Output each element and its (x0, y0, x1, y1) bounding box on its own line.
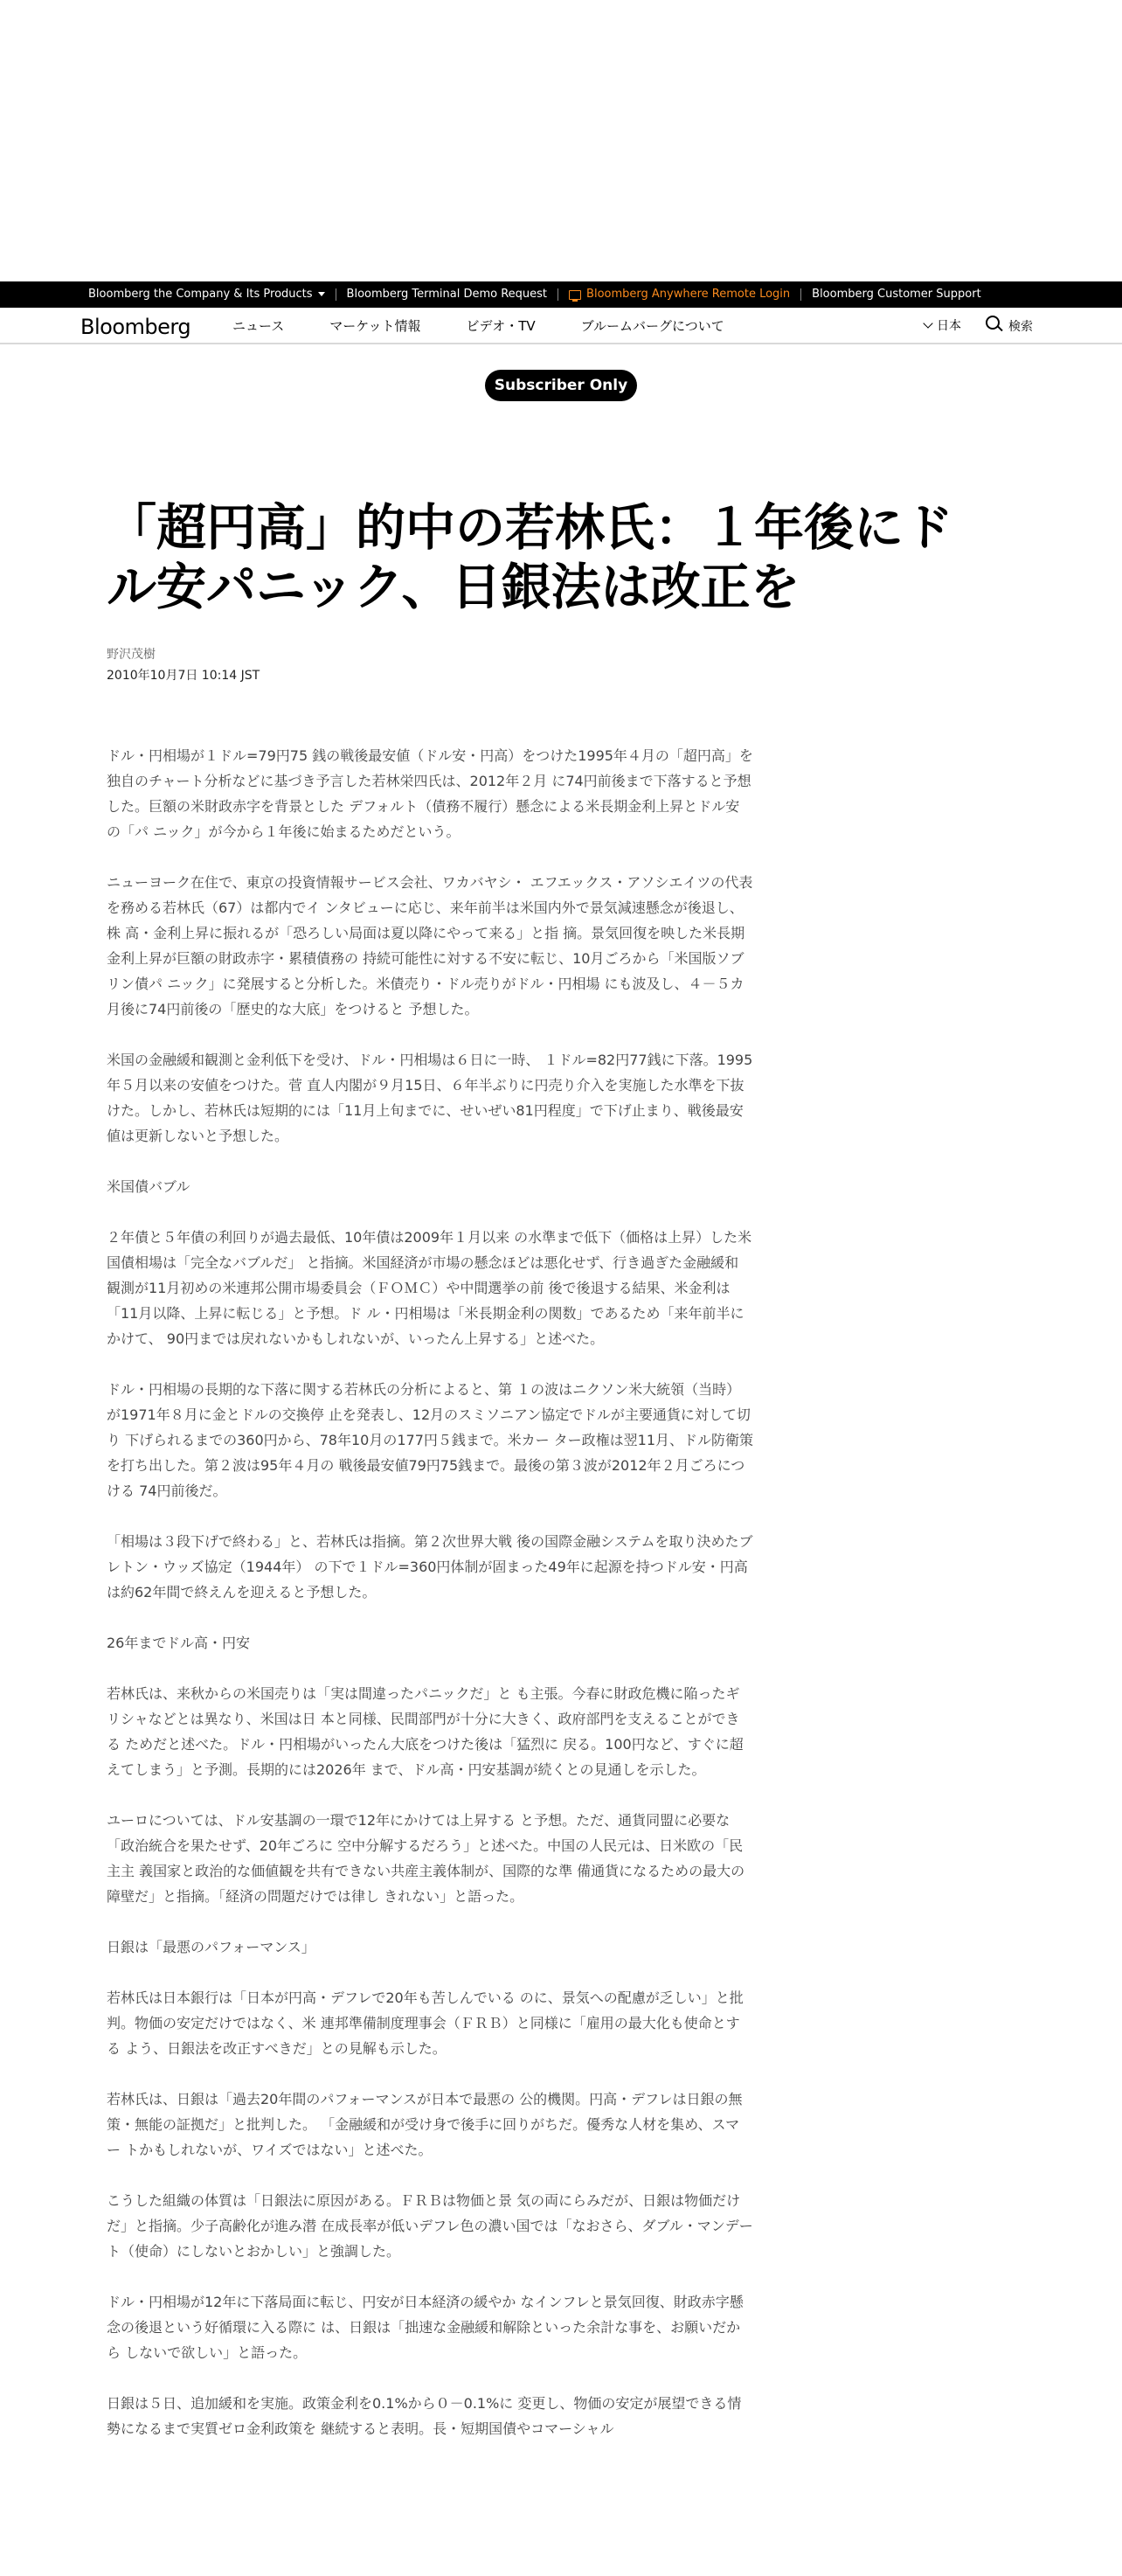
article-date: 2010年10月7日 10:14 JST (107, 669, 260, 683)
article-body (107, 743, 753, 2467)
nav-video-tv[interactable]: ビデオ・TV (466, 317, 536, 334)
search-icon (986, 316, 1000, 330)
article-paragraph: 日銀は５日、追加緩和を実施。政策金利を0.1%から０－0.1%に 変更し、物価の安定が展望できる情勢になるまで実質ゼロ金利政策を 継続すると表明。長・短期国債やコマーシャル (107, 2395, 742, 2437)
company-products-link[interactable]: Bloomberg the Company & Its Products (88, 281, 336, 308)
article-paragraph: ドル・円相場が１ドル=79円75 銭の戦後最安値（ドル安・円高）をつけた1995年４月の「超円高」を 独自のチャート分析などに基づき予言した若林栄四氏は、2012年２月 に74円前後まで下落すると予想した。巨額の米財政赤字を背景とした デフォルト（債務不履行）懸念による米長期金利上昇とドル安の「パ ニック」が今から１年後に始まるためだという。 (107, 747, 753, 840)
monitor-icon (569, 290, 581, 300)
top-utility-bar (0, 281, 1122, 308)
nav-right (925, 308, 1033, 343)
article-subheading: 米国債バブル (107, 1178, 190, 1195)
article-paragraph: こうした組織の体質は「日銀法に原因がある。ＦＲＢは物価と景 気の両にらみだが、日銀は物価だけだ」と指摘。少子高齢化が進み潜 在成長率が低いデフレ色の濃い国では「なおさら、ダブル・マンデー ト（使命）にしないとおかしい」と強調した。 (107, 2192, 753, 2260)
article-subheading: 日銀は「最悪のパフォーマンス」 (107, 1939, 315, 1955)
bloomberg-logo[interactable]: Bloomberg (80, 315, 191, 339)
caret-down-icon (318, 292, 325, 296)
nav-links (232, 308, 770, 343)
article-paragraph: 若林氏は、来秋からの米国売りは「実は間違ったパニックだ」と も主張。今春に財政危機に陥ったギリシャなどとは異なり、米国は日 本と同様、民間部門が十分に大きく、政府部門を支えることができる ためだと述べた。ドル・円相場がいったん大底をつけた後は「猛烈に 戻る。100円など、すぐに超えてしまう」と予測。長期的には2026年 まで、ドル高・円安基調が続くとの見通しを示した。 (107, 1685, 744, 1778)
nav-about[interactable]: ブルームバーグについて (580, 317, 724, 334)
article-paragraph: 若林氏は日本銀行は「日本が円高・デフレで20年も苦しんでいる のに、景気への配慮が乏しい」と批判。物価の安定だけではなく、米 連邦準備制度理事会（ＦＲＢ）と同様に「雇用の最大化も使命とする よう、日銀法を改正すべきだ」との見解も示した。 (107, 1989, 744, 2057)
article-paragraph: ユーロについては、ドル安基調の一環で12年にかけては上昇する と予想。ただ、通貨同盟に必要な「政治統合を果たせず、20年ごろに 空中分解するだろう」と述べた。中国の人民元は、日米欧の「民主主 義国家と政治的な価値観を共有できない共産主義体制が、国際的な準 備通貨になるための最大の障壁だ」と指摘。「経済の問題だけでは律し きれない」と語った。 (107, 1812, 745, 1905)
article-author[interactable]: 野沢茂樹 (107, 648, 156, 662)
chevron-down-icon (923, 318, 932, 328)
anywhere-login-link[interactable]: Bloomberg Anywhere Remote Login (558, 281, 800, 308)
subscriber-only-badge: Subscriber Only (485, 370, 637, 401)
nav-news[interactable]: ニュース (232, 317, 285, 334)
article-paragraph: ニューヨーク在住で、東京の投資情報サービス会社、ワカバヤシ・ エフエックス・アソシエイツの代表を務める若林氏（67）は都内でイ ンタビューに応じ、来年前半は米国内外で景気減速懸念が後退し、株 高・金利上昇に振れるが「恐ろしい局面は夏以降にやって来る」と指 摘。景気回復を映した米長期金利上昇が巨額の財政赤字・累積債務の 持続可能性に対する不安に転じ、10月ごろから「米国版ソブリン債パ ニック」に発展すると分析した。米債売り・ドル売りがドル・円相場 にも波及し、４－５カ月後に74円前後の「歴史的な大底」をつけると 予想した。 (107, 874, 753, 1017)
article-paragraph: 米国の金融緩和観測と金利低下を受け、ドル・円相場は６日に一時、 １ドル=82円77銭に下落。1995年５月以来の安値をつけた。菅 直人内閣が９月15日、６年半ぶりに円売り介入を実施した水準を下抜 けた。しかし、若林氏は短期的には「11月上旬までに、せいぜい81円程度」で下げ止まり、戦後最安値は更新しないと予想した。 (107, 1052, 753, 1144)
article-subheading: 26年までドル高・円安 (107, 1635, 251, 1651)
region-selector[interactable]: 日本 (925, 316, 961, 334)
article-paragraph: ドル・円相場の長期的な下落に関する若林氏の分析によると、第 １の波はニクソン米大統領（当時）が1971年８月に金とドルの交換停 止を発表し、12月のスミソニアン協定でドルが主要通貨に対して切り 下げられるまでの360円から、78年10月の177円５銭まで。米カー ター政権は翌11月、ドル防衛策を打ち出した。第２波は95年４月の 戦後最安値79円75銭まで。最後の第３波が2012年２月ごろにつける 74円前後だ。 (107, 1381, 754, 1499)
nav-markets[interactable]: マーケット情報 (329, 317, 421, 334)
main-navigation (0, 308, 1122, 344)
customer-support-link[interactable]: Bloomberg Customer Support (812, 288, 981, 301)
article-paragraph: ドル・円相場が12年に下落局面に転じ、円安が日本経済の緩やか なインフレと景気回復、財政赤字懸念の後退という好循環に入る際に は、日銀は「拙速な金融緩和解除といった余計な事を、お願いだから しないで欲しい」と語った。 (107, 2294, 744, 2361)
article-paragraph: 若林氏は、日銀は「過去20年間のパフォーマンスが日本で最悪の 公的機関。円高・デフレは日銀の無策・無能の証拠だ」と批判した。 「金融緩和が受け身で後手に回りがちだ。優秀な人材を集め、スマー トかもしれないが、ワイズではない」と述べた。 (107, 2091, 743, 2158)
article-paragraph: ２年債と５年債の利回りが過去最低、10年債は2009年１月以来 の水準まで低下（価格は上昇）した米国債相場は「完全なバブルだ」 と指摘。米国経済が市場の懸念ほどは悪化せず、行き過ぎた金融緩和 観測が11月初めの米連邦公開市場委員会（ＦＯＭＣ）や中間選挙の前 後で後退する結果、米金利は「11月以降、上昇に転じる」と予想。ド ル・円相場は「米長期金利の関数」であるため「来年前半にかけて、 90円までは戻れないかもしれないが、いったん上昇する」と述べた。 (107, 1229, 752, 1347)
search-button[interactable]: 検索 (986, 316, 1033, 335)
terminal-demo-link[interactable]: Bloomberg Terminal Demo Request (346, 288, 548, 301)
article-paragraph: 「相場は３段下げで終わる」と、若林氏は指摘。第２次世界大戦 後の国際金融システムを取り決めたブレトン・ウッズ協定（1944年） の下で１ドル=360円体制が固まった49年に起源を持つドル安・円高 は約62年間で終えんを迎えると予想した。 (107, 1533, 753, 1600)
article-headline: 「超円高」的中の若林氏：１年後にドル安パニック、日銀法は改正を (107, 499, 953, 616)
